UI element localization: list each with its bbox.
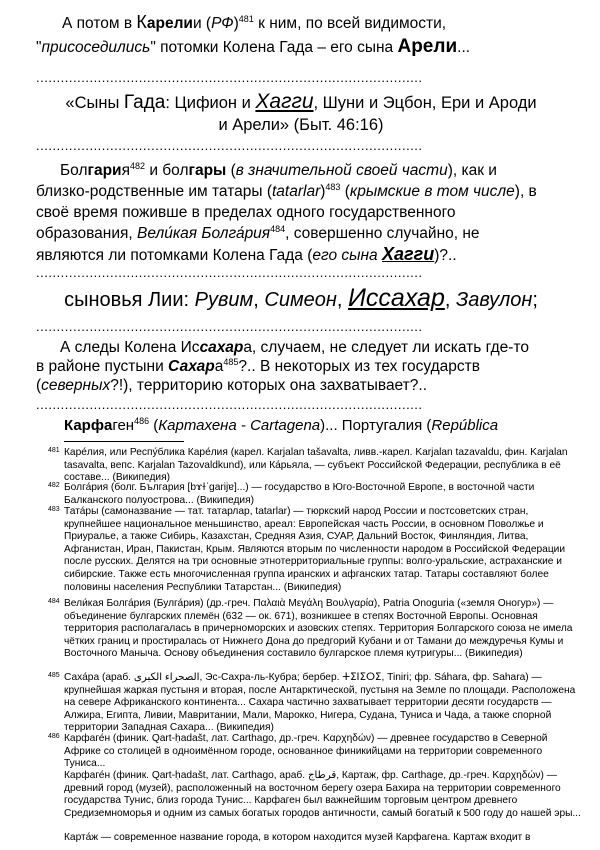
text-bold-areli: Арели	[397, 36, 458, 57]
footnote-number: 483	[48, 506, 60, 513]
text: ,	[253, 289, 265, 311]
text: )	[233, 15, 239, 32]
text: я	[121, 162, 130, 179]
text-italic: его сына	[312, 247, 382, 264]
text-bold: Карфа	[64, 417, 113, 434]
text-italic: Завулон	[456, 289, 533, 311]
text: А следы Колена Ис	[60, 339, 200, 356]
paragraph-bulgaria	[36, 160, 566, 266]
text-italic: северных	[41, 377, 111, 394]
footnote-text: Каре́лия, или Респу́блика Каре́лия (карел. Karjalan tašavalta, ливв.-карел. Karjalan tazavaldu, фин. Karjalan tasavalta, вепс. Karjalan Tazovaldkund), или Ка́рьяла, — субъект Российской Федерации, республика в её составе... (Википедия)	[64, 447, 568, 484]
footnote-484	[48, 598, 584, 661]
text-italic: Вели́кая Болга́рия	[137, 225, 271, 242]
text: сыновья Лии:	[64, 289, 195, 311]
text: образования,	[36, 225, 138, 242]
text: ;	[532, 289, 538, 311]
text-italic: República	[431, 417, 499, 434]
text-italic: РФ	[211, 15, 234, 32]
dotted-separator: ..............................................................................................	[36, 268, 423, 278]
footnote-486	[48, 733, 584, 771]
footnote-ref-483[interactable]: 483	[325, 181, 341, 192]
footnote-text: Саха́ра (араб. الصحراء الكبرى, Эс-Сахра-ль-Кубра; бербер. ⵜⵉⵏⵉⵔⵉ, Tiniri; фр. Sáhara, фр. Sahara) — крупнейшая жаркая пустыня и вторая, после Антарктической, пустыня на Земле по площади. Расположена на севере Африканского континента... Сахара частично захватывает территории десяти государств — Алжира, Египта, Ливии, Мавритании, Мали, Марокко, Нигера, Судана, Туниса и Чада, а также спорной территории Западная Сахара... (Википедия)	[64, 672, 576, 734]
text: А потом в	[62, 15, 137, 32]
text: к ним, по всей видимости,	[253, 15, 447, 32]
text-bold: арели	[146, 15, 193, 32]
text-italic: Рувим	[194, 289, 254, 311]
carthage-line	[64, 417, 498, 434]
text-bold-italic: сахар	[199, 339, 244, 356]
text: (	[149, 417, 159, 434]
text-issachar: Иссахар	[348, 284, 445, 312]
footnote-text: Карфаге́н (финик. Qart-ḥadašt, лат. Carthago, араб. قرطاج, Картаж, фр. Carthage, др.-греч. Καρχηδών) — древний город (музей), расположенный на восточном берегу озера Бахира на территории современного государства Тунис, близ города Тунис... Карфаген был важнейшим торговым центром древнего Средиземноморья и одним из самых богатых городов античности, самый богатый к 500 году до нашей эры...	[64, 770, 581, 819]
footnote-text: Болга́рия (болг. България [bɤɫˈɡarijɐ]...) — государство в Юго-Восточной Европе, в восточной части Балканского полуострова... (Википедия)	[64, 482, 535, 506]
text: ...	[457, 39, 471, 56]
text-italic: в значительной своей части	[235, 162, 448, 179]
footnote-ref-482[interactable]: 482	[129, 160, 146, 171]
text: ), как и	[447, 162, 497, 179]
footnote-number: 481	[48, 447, 60, 454]
footnote-number: 482	[48, 482, 60, 489]
text: ?.. В некоторых из тех государств	[238, 358, 480, 375]
text: ?!), территорию которых она захватывает?..	[110, 377, 427, 394]
footnote-text: Тата́ры (самоназвание — тат. татарлар, tatarlar) — тюркский народ России и постсоветских стран, крупнейшее национальное меньшинство, ареал: Европейская часть России, в основном Поволжье и Приуралье, а также Сибирь, Казахстан, Средняя Азия, СУАР, Дальний Восток, Финляндия, Литва, Афганистан, Иран, Пакистан, Крым. Являются вторым по численности народом в Российской Федерации после русских. Делятся на три основные этнотерриториальные группы: волго-уральские, астраханские и сибирские. Также есть многочисленная группа иранских и афганских татар. Татары составляют более половины населения Республики Татарстан... (Википедия)	[64, 506, 566, 593]
text-italic: Картахена - Cartagena	[158, 417, 321, 434]
text-bold-italic: Сахар	[168, 358, 215, 375]
paragraph-sahara	[36, 338, 566, 395]
text: ,	[444, 289, 456, 311]
text: ,	[336, 289, 349, 311]
text: (	[226, 162, 236, 179]
text: " потомки Колена Гада – его сына	[150, 39, 398, 56]
text: , Шуни и Эцбон, Ери и Ароди	[313, 94, 537, 112]
dotted-separator: ..............................................................................................	[36, 141, 423, 151]
paragraph-karelia	[36, 13, 566, 57]
text: и бол	[145, 162, 189, 179]
footnote-rule	[64, 441, 184, 442]
footnote-ref-486[interactable]: 486	[134, 416, 150, 426]
footnote-text: Вели́кая Болга́рия (Булга́рия) (др.-греч. Παλαιὰ Μεγάλη Βουλγαρία), Patria Onoguria («земля Оногур») — объединение булгарских племён (632 — ок. 671), возникшее в степях Восточной Европы. Основная территория располагалась в причерноморских и азовских степях. Территория Болгарского союза не имела чётких границ и простиралась от Нижнего Дона до предгорий Кубани и от Тамани до междуречья Кумы и Восточного Маныча. Основу объединения составило булгарское племя кутригуры... (Википедия)	[64, 598, 573, 660]
text: являются ли потомками Колена Гада (	[36, 247, 313, 264]
footnote-number: 484	[48, 598, 60, 605]
text-gad: Гада	[123, 92, 166, 113]
footnote-485	[48, 672, 584, 735]
text-bold: гары	[188, 162, 227, 179]
footnote-number: 486	[48, 733, 60, 740]
footnote-486-continued	[64, 770, 584, 820]
dotted-separator: ..............................................................................................	[36, 400, 423, 410]
text: в районе пустыни	[36, 358, 169, 375]
text: , совершенно случайно, не	[285, 225, 480, 242]
text: )... Португалия (	[320, 417, 432, 434]
footnote-text: Карта́ж — современное название города, в котором находится музей Карфагена. Картаж входит в	[64, 832, 531, 843]
text: (	[340, 183, 350, 200]
text: Бол	[60, 162, 88, 179]
text: : Цифион и	[165, 94, 256, 112]
footnote-text: Карфаге́н (финик. Qart-ḥadašt, лат. Carthago, др.-греч. Καρχηδών) — древнее государство в Северной Африке со столицей в одноимённом городе, основанное финикийцами на территории современного Туниса...	[64, 733, 548, 770]
footnote-ref-484[interactable]: 484	[270, 223, 286, 234]
text: ), в	[514, 183, 537, 200]
text: и (	[192, 15, 212, 32]
text: своё время поживше в пределах одного государственного	[36, 204, 456, 221]
footnote-ref-481[interactable]: 481	[238, 13, 254, 24]
text: а, случаем, не следует ли искать где-то	[243, 339, 529, 356]
text: "	[36, 39, 42, 56]
text: и Арели» (Быт. 46:16)	[218, 116, 384, 134]
footnote-482	[48, 482, 584, 507]
text: а	[214, 358, 224, 375]
paragraph-quote	[36, 91, 566, 136]
dotted-separator: ..............................................................................................	[36, 322, 423, 332]
text: (	[36, 377, 42, 394]
footnote-483	[48, 506, 584, 594]
text: «Сыны	[65, 94, 124, 112]
dotted-separator: ..............................................................................................	[36, 73, 423, 83]
text: ген	[112, 417, 135, 434]
text: )?..	[434, 247, 457, 264]
text-haggi: Хагги	[255, 90, 314, 113]
footnote-number: 485	[48, 672, 60, 679]
text-italic: tatarlar	[272, 183, 321, 200]
text-haggi: Хагги	[382, 244, 435, 264]
paragraph-sons-of-leah	[36, 283, 566, 315]
text: близко-родственные им татары (	[36, 183, 272, 200]
footnote-481	[48, 447, 584, 485]
text: )	[320, 183, 326, 200]
text-bold: гари	[87, 162, 122, 179]
footnote-486-cartage	[64, 832, 584, 845]
text-emphasis: К	[136, 12, 147, 32]
text-italic: Симеон	[264, 289, 337, 311]
footnote-ref-485[interactable]: 485	[223, 356, 239, 367]
text-italic: крымские в том числе	[349, 183, 515, 200]
text-italic: присоседились	[41, 39, 151, 56]
